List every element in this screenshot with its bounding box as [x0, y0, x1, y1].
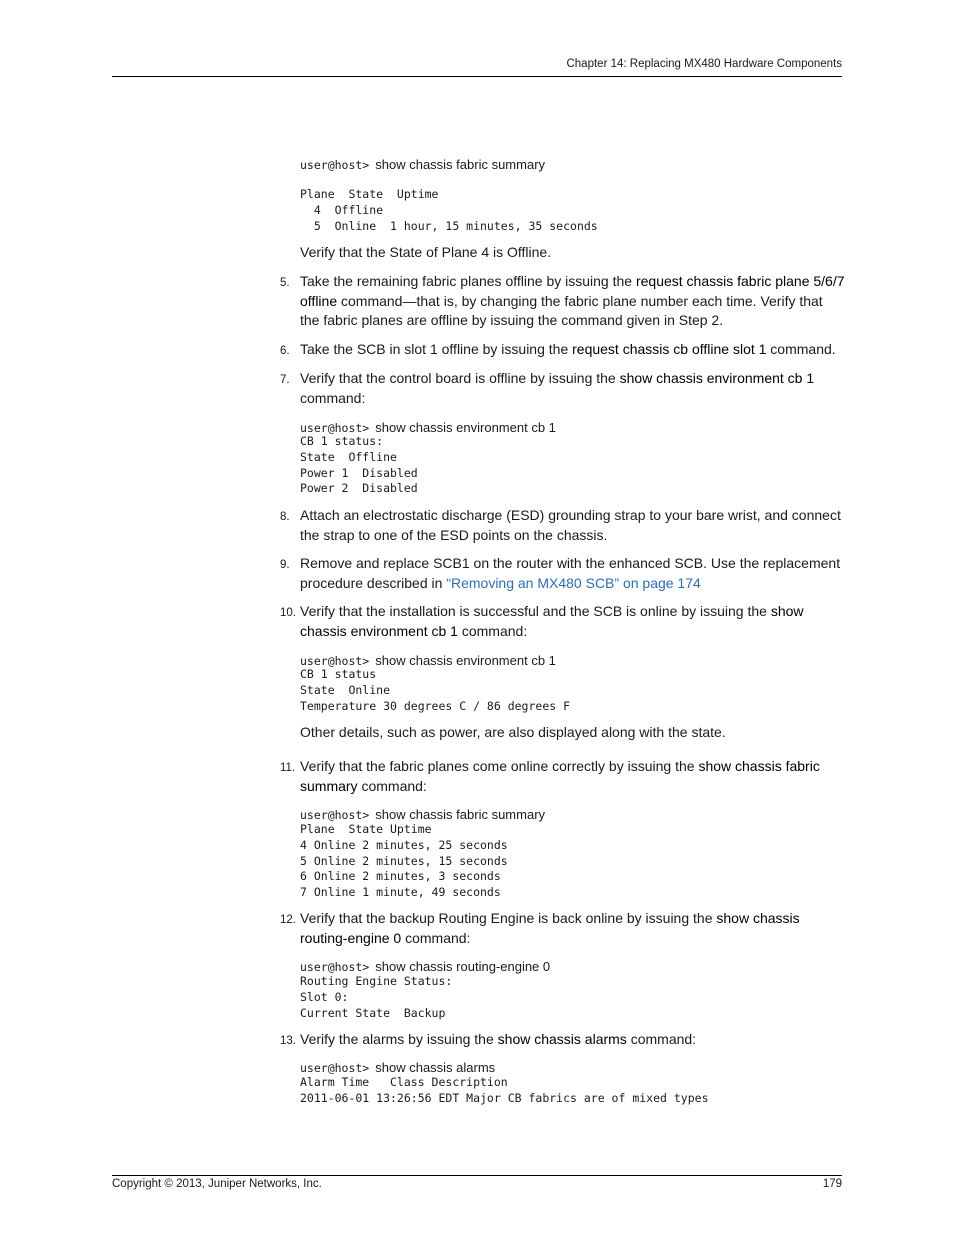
step-number: 6. — [280, 345, 290, 357]
step-9 — [280, 554, 845, 593]
page-number: 179 — [822, 1178, 842, 1190]
cli-output: Routing Engine Status: Slot 0: Current State Backup — [300, 974, 453, 1020]
step-text: command: — [300, 389, 366, 406]
step-text: Attach an electrostatic discharge (ESD) grounding strap to your bare wrist, and connect the strap to one of the ESD points on the chassis. — [300, 507, 841, 543]
command-inline: show chassis environment cb 1 — [619, 370, 815, 386]
cli-command: show chassis fabric summary — [375, 157, 546, 172]
cli-command: show chassis fabric summary — [375, 807, 546, 822]
step-text: Verify that the installation is successful and the SCB is online by issuing the — [300, 603, 771, 619]
cli-prompt: user@host> — [300, 960, 370, 974]
footer-divider — [112, 1175, 842, 1176]
step-11 — [280, 757, 845, 796]
step-text: Verify that the control board is offline by issuing the — [300, 370, 620, 386]
command-inline: show chassis fabric summary — [300, 758, 820, 794]
step-text: command—that is, by changing the fabric plane number each time. Verify that the fabric planes are offline by issuing the command given in Step 2. — [300, 292, 823, 328]
step-8 — [280, 506, 845, 545]
cli-prompt: user@host> — [300, 1061, 370, 1075]
step-text: Take the remaining fabric planes offline by issuing the — [300, 273, 636, 289]
copyright-text: Copyright © 2013, Juniper Networks, Inc. — [112, 1178, 322, 1190]
cli-output: Plane State Uptime 4 Offline 5 Online 1 hour, 15 minutes, 35 seconds — [300, 187, 598, 233]
note-text: Other details, such as power, are also displayed along with the state. — [300, 724, 726, 740]
step-number: 10. — [280, 607, 296, 619]
cli-output: Alarm Time Class Description 2011-06-01 13:26:56 EDT Major CB fabrics are of mixed types — [300, 1075, 709, 1105]
command-inline: show chassis alarms — [497, 1031, 627, 1047]
step-number: 11. — [280, 762, 296, 774]
cli-command: show chassis routing-engine 0 — [375, 959, 551, 974]
step-number: 12. — [280, 914, 296, 926]
step-10 — [280, 602, 845, 641]
command-inline: request chassis cb offline slot 1 — [572, 341, 767, 357]
cli-command: show chassis environment cb 1 — [375, 653, 556, 668]
step-text: Verify that the fabric planes come online correctly by issuing the — [300, 758, 699, 774]
step-6 — [280, 340, 845, 360]
step-5 — [280, 272, 845, 331]
cli-prompt: user@host> — [300, 654, 370, 668]
command-inline: show chassis routing-engine 0 — [300, 910, 800, 946]
step-text: Verify that the backup Routing Engine is back online by issuing the — [300, 910, 717, 926]
step-text: command: — [457, 622, 528, 639]
step-text: Take the SCB in slot 1 offline by issuing the — [300, 341, 573, 357]
step-text: Verify the alarms by issuing the — [300, 1031, 498, 1047]
step-number: 7. — [280, 374, 290, 386]
cli-command: show chassis environment cb 1 — [375, 420, 556, 435]
chapter-header: Chapter 14: Replacing MX480 Hardware Components — [566, 58, 842, 70]
step-text: command: — [401, 929, 471, 946]
cli-command: show chassis alarms — [375, 1060, 496, 1075]
step-13 — [280, 1030, 845, 1050]
header-divider — [112, 76, 842, 77]
step-number: 9. — [280, 559, 290, 571]
step-text: command. — [766, 341, 836, 357]
cross-reference-link[interactable]: “Removing an MX480 SCB” on page 174 — [446, 574, 701, 591]
command-inline: show chassis environment cb 1 — [300, 603, 804, 639]
cli-output: Plane State Uptime 4 Online 2 minutes, 25 seconds 5 Online 2 minutes, 15 seconds 6 Online 2 minutes, 3 seconds 7 Online 1 minute, 49 seconds — [300, 822, 508, 900]
cli-output: CB 1 status: State Offline Power 1 Disabled Power 2 Disabled — [300, 434, 418, 496]
command-inline: request chassis fabric plane 5/6/7 offline — [300, 273, 845, 309]
note-text: Verify that the State of Plane 4 is Offline. — [300, 244, 552, 260]
cli-output: CB 1 status State Online Temperature 30 degrees C / 86 degrees F — [300, 667, 571, 713]
cli-prompt: user@host> — [300, 158, 370, 172]
step-number: 13. — [280, 1035, 296, 1047]
cli-prompt: user@host> — [300, 808, 370, 822]
step-text: command: — [626, 1031, 697, 1047]
step-12 — [280, 909, 845, 948]
cli-prompt: user@host> — [300, 421, 370, 435]
step-number: 8. — [280, 511, 290, 523]
step-text: command: — [357, 777, 427, 794]
step-7 — [280, 369, 845, 408]
code-block-fabric-summary-1 — [300, 156, 845, 174]
step-number: 5. — [280, 277, 290, 289]
step-text: Remove and replace SCB1 on the router with the enhanced SCB. Use the replacement procedure described in — [300, 555, 841, 591]
